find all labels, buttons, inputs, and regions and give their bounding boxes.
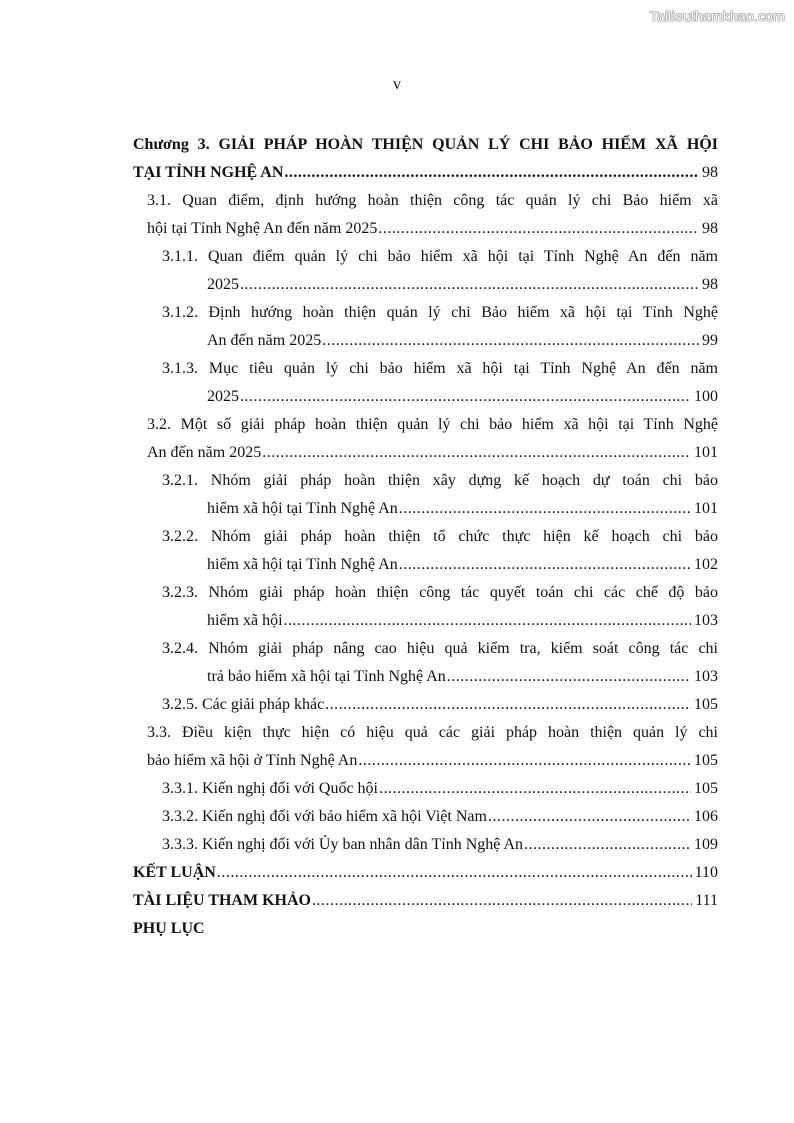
toc-3-2-2-title-cont: hiểm xã hội tại Tỉnh Nghệ An	[207, 556, 398, 573]
toc-leader	[358, 747, 691, 775]
toc-page: 110	[694, 864, 718, 881]
toc-3-2-3-title: 3.2.3. Nhóm giải pháp hoàn thiện công tác quyết toán chi các chế độ bảo	[162, 584, 718, 601]
toc-page: 103	[694, 668, 718, 685]
toc-3-3-3-title: 3.3.3. Kiến nghị đối với Ủy ban nhân dân Tỉnh Nghệ An	[162, 836, 524, 853]
toc-entry-3-2	[147, 439, 718, 467]
toc-3-2-title-cont: An đến năm 2025	[147, 444, 262, 461]
toc-leader	[240, 383, 691, 411]
toc-3-2-1-title-cont: hiểm xã hội tại Tỉnh Nghệ An	[207, 500, 398, 517]
toc-leader	[312, 887, 692, 915]
toc-chapter3-title-cont: TẠI TỈNH NGHỆ AN	[133, 164, 284, 181]
toc-leader	[488, 803, 691, 831]
toc-3-3-1-title: 3.3.1. Kiến nghị đối với Quốc hội	[162, 780, 378, 797]
toc-page: 100	[694, 388, 718, 405]
toc-entry-3-2-2	[207, 551, 718, 579]
toc-entry-3-3	[147, 747, 718, 775]
toc-page: 109	[694, 836, 718, 853]
toc-page: 111	[695, 892, 718, 909]
toc-3-2-4-title-cont: trả bảo hiểm xã hội tại Tỉnh Nghệ An	[207, 668, 446, 685]
toc-page: 98	[702, 164, 718, 181]
toc-3-2-4-title: 3.2.4. Nhóm giải pháp nâng cao hiệu quả kiểm tra, kiểm soát công tác chi	[162, 640, 718, 657]
toc-leader	[399, 495, 691, 523]
toc-3-1-2-title-cont: An đến năm 2025	[207, 332, 322, 349]
toc-leader	[262, 439, 691, 467]
toc-3-3-title: 3.3. Điều kiện thực hiện có hiệu quả các giải pháp hoàn thiện quản lý chi	[147, 724, 718, 741]
toc-leader	[524, 831, 691, 859]
toc-entry-3-3-1	[162, 775, 718, 803]
page-number: v	[393, 76, 401, 93]
toc-page: 105	[694, 780, 718, 797]
toc-conclusion-title: KẾT LUẬN	[133, 864, 216, 881]
table-of-contents	[133, 131, 718, 943]
toc-leader	[378, 215, 699, 243]
watermark: Tailieuthamkhao.com	[649, 8, 785, 24]
toc-references-title: TÀI LIỆU THAM KHẢO	[133, 892, 311, 909]
toc-3-3-2-title: 3.3.2. Kiến nghị đối với bảo hiểm xã hội Việt Nam	[162, 808, 487, 825]
toc-entry-3-2-5	[162, 691, 718, 719]
toc-leader	[284, 159, 699, 187]
toc-page: 99	[702, 332, 718, 349]
toc-entry-3-1-1	[207, 271, 718, 299]
toc-3-1-1-title-cont: 2025	[207, 276, 239, 293]
toc-leader	[284, 607, 691, 635]
toc-3-1-title: 3.1. Quan điểm, định hướng hoàn thiện công tác quản lý chi Bảo hiểm xã	[147, 192, 718, 209]
toc-entry-chapter3	[133, 159, 718, 187]
toc-3-3-title-cont: bảo hiểm xã hội ở Tỉnh Nghệ An	[147, 752, 358, 769]
toc-3-2-3-title-cont: hiểm xã hội	[207, 612, 283, 629]
toc-chapter3-title: Chương 3. GIẢI PHÁP HOÀN THIỆN QUẢN LÝ CHI BẢO HIỂM XÃ HỘI	[133, 136, 718, 153]
toc-3-1-3-title: 3.1.3. Mục tiêu quản lý chi bảo hiểm xã hội tại Tỉnh Nghệ An đến năm	[162, 360, 718, 377]
toc-entry-3-3-2	[162, 803, 718, 831]
toc-3-2-1-title: 3.2.1. Nhóm giải pháp hoàn thiện xây dựng kế hoạch dự toán chi bảo	[162, 472, 718, 489]
toc-entry-3-2-1	[207, 495, 718, 523]
toc-leader	[322, 327, 699, 355]
toc-3-1-3-title-cont: 2025	[207, 388, 239, 405]
toc-page: 105	[694, 696, 718, 713]
toc-entry-conclusion	[133, 859, 718, 887]
toc-entry-3-1-2	[207, 327, 718, 355]
toc-page: 106	[694, 808, 718, 825]
toc-3-2-title: 3.2. Một số giải pháp hoàn thiện quản lý chi bảo hiểm xã hội tại Tỉnh Nghệ	[147, 416, 718, 433]
toc-entry-3-2-3	[207, 607, 718, 635]
toc-entry-references	[133, 887, 718, 915]
toc-page: 98	[702, 276, 718, 293]
toc-appendix-title: PHỤ LỤC	[133, 920, 205, 937]
toc-entry-3-1-3	[207, 383, 718, 411]
toc-leader	[217, 859, 692, 887]
toc-leader	[399, 551, 691, 579]
toc-3-1-title-cont: hội tại Tỉnh Nghệ An đến năm 2025	[147, 220, 378, 237]
toc-entry-3-1	[147, 215, 718, 243]
toc-entry-3-2-4	[207, 663, 718, 691]
toc-page: 101	[694, 444, 718, 461]
toc-3-1-2-title: 3.1.2. Định hướng hoàn thiện quản lý chi Bảo hiểm xã hội tại Tỉnh Nghệ	[162, 304, 718, 321]
toc-leader	[379, 775, 691, 803]
toc-entry-3-3-3	[162, 831, 718, 859]
toc-3-2-2-title: 3.2.2. Nhóm giải pháp hoàn thiện tổ chức thực hiện kế hoạch chi bảo	[162, 528, 718, 545]
toc-page: 102	[694, 556, 718, 573]
toc-3-1-1-title: 3.1.1. Quan điểm quản lý chi bảo hiểm xã hội tại Tỉnh Nghệ An đến năm	[162, 248, 718, 265]
toc-page: 105	[694, 752, 718, 769]
toc-page: 98	[702, 220, 718, 237]
toc-leader	[325, 691, 691, 719]
toc-3-2-5-title: 3.2.5. Các giải pháp khác	[162, 696, 325, 713]
toc-page: 103	[694, 612, 718, 629]
toc-leader	[240, 271, 699, 299]
toc-leader	[447, 663, 691, 691]
toc-page: 101	[694, 500, 718, 517]
